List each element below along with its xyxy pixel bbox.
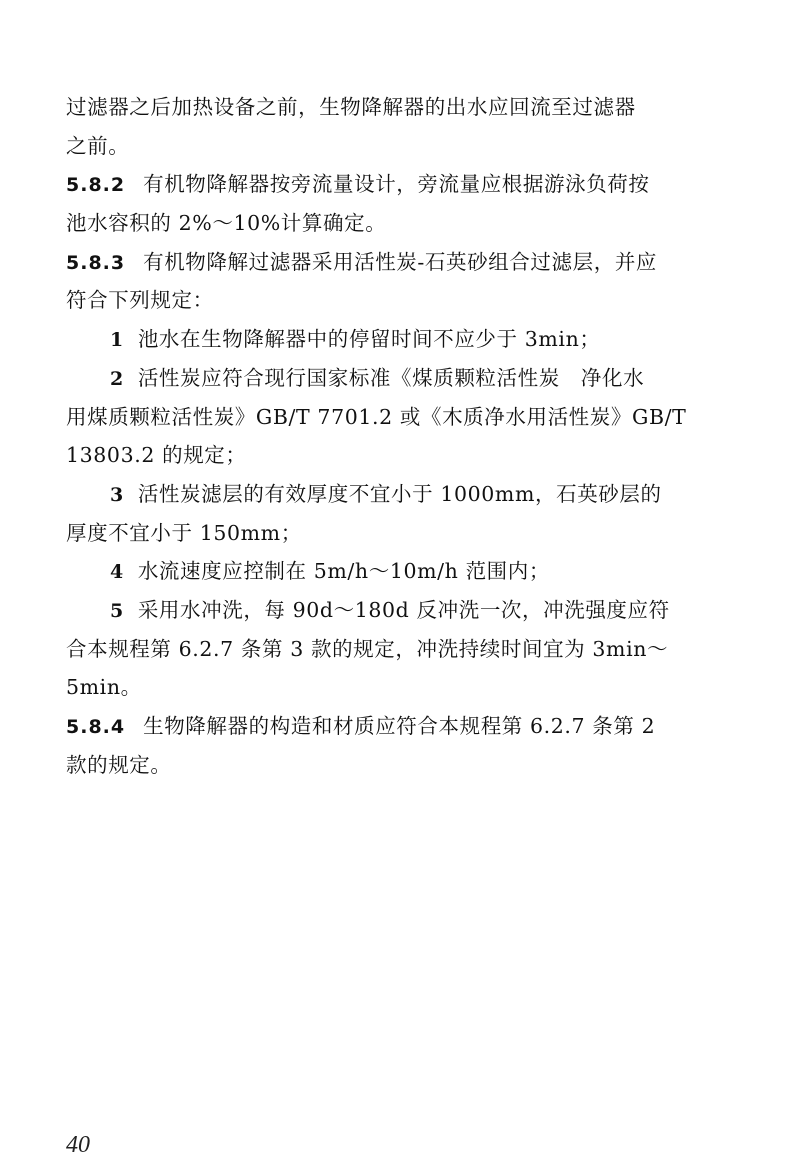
clause-5-8-4-line-2: 款的规定。 [66, 752, 172, 777]
item-3 [66, 475, 720, 514]
intro-line-2: 之前。 [66, 133, 130, 158]
item-5-line-2: 合本规程第 6.2.7 条第 3 款的规定，冲洗持续时间宜为 3min～ [66, 636, 669, 661]
clause-number: 5.8.4 [66, 716, 126, 738]
item-text: 活性炭应符合现行国家标准《煤质颗粒活性炭 净化水 [137, 365, 645, 390]
clause-5-8-3-line-2: 符合下列规定： [66, 288, 214, 313]
item-number: 2 [110, 367, 124, 390]
item-text: 活性炭滤层的有效厚度不宜小于 1000mm，石英砂层的 [137, 481, 662, 506]
item-3-line-2: 厚度不宜小于 150mm； [66, 520, 302, 545]
clause-number: 5.8.3 [66, 251, 126, 274]
clause-5-8-3 [66, 243, 720, 282]
clause-5-8-2 [66, 165, 720, 204]
item-4 [66, 552, 720, 591]
clause-text: 生物降解器的构造和材质应符合本规程第 6.2.7 条第 2 [143, 714, 656, 738]
clause-number: 5.8.2 [66, 174, 126, 197]
page-number: 40 [66, 1132, 90, 1158]
clause-text: 有机物降解器按旁流量设计，旁流量应根据游泳负荷按 [143, 172, 650, 197]
item-text: 水流速度应控制在 5m/h～10m/h 范围内； [137, 559, 550, 584]
item-number: 5 [110, 599, 124, 622]
item-5 [66, 591, 720, 630]
intro-line-1: 过滤器之后加热设备之前，生物降解器的出水应回流至过滤器 [66, 95, 636, 119]
item-5-line-3: 5min。 [66, 675, 142, 700]
item-text: 采用水冲洗，每 90d～180d 反冲洗一次，冲洗强度应符 [137, 597, 670, 622]
item-text: 池水在生物降解器中的停留时间不应少于 3min； [137, 327, 601, 352]
body-text [66, 88, 720, 784]
item-number: 4 [110, 561, 124, 584]
item-1 [66, 320, 720, 359]
item-number: 3 [110, 483, 124, 506]
item-2 [66, 359, 720, 398]
clause-5-8-4 [66, 707, 720, 746]
clause-5-8-2-line-2: 池水容积的 2%～10%计算确定。 [66, 211, 387, 236]
item-2-line-3: 13803.2 的规定； [66, 443, 247, 468]
item-number: 1 [110, 329, 124, 352]
item-2-line-2: 用煤质颗粒活性炭》GB/T 7701.2 或《木质净水用活性炭》GB/T [66, 404, 687, 429]
clause-text: 有机物降解过滤器采用活性炭-石英砂组合过滤层，并应 [143, 249, 658, 274]
